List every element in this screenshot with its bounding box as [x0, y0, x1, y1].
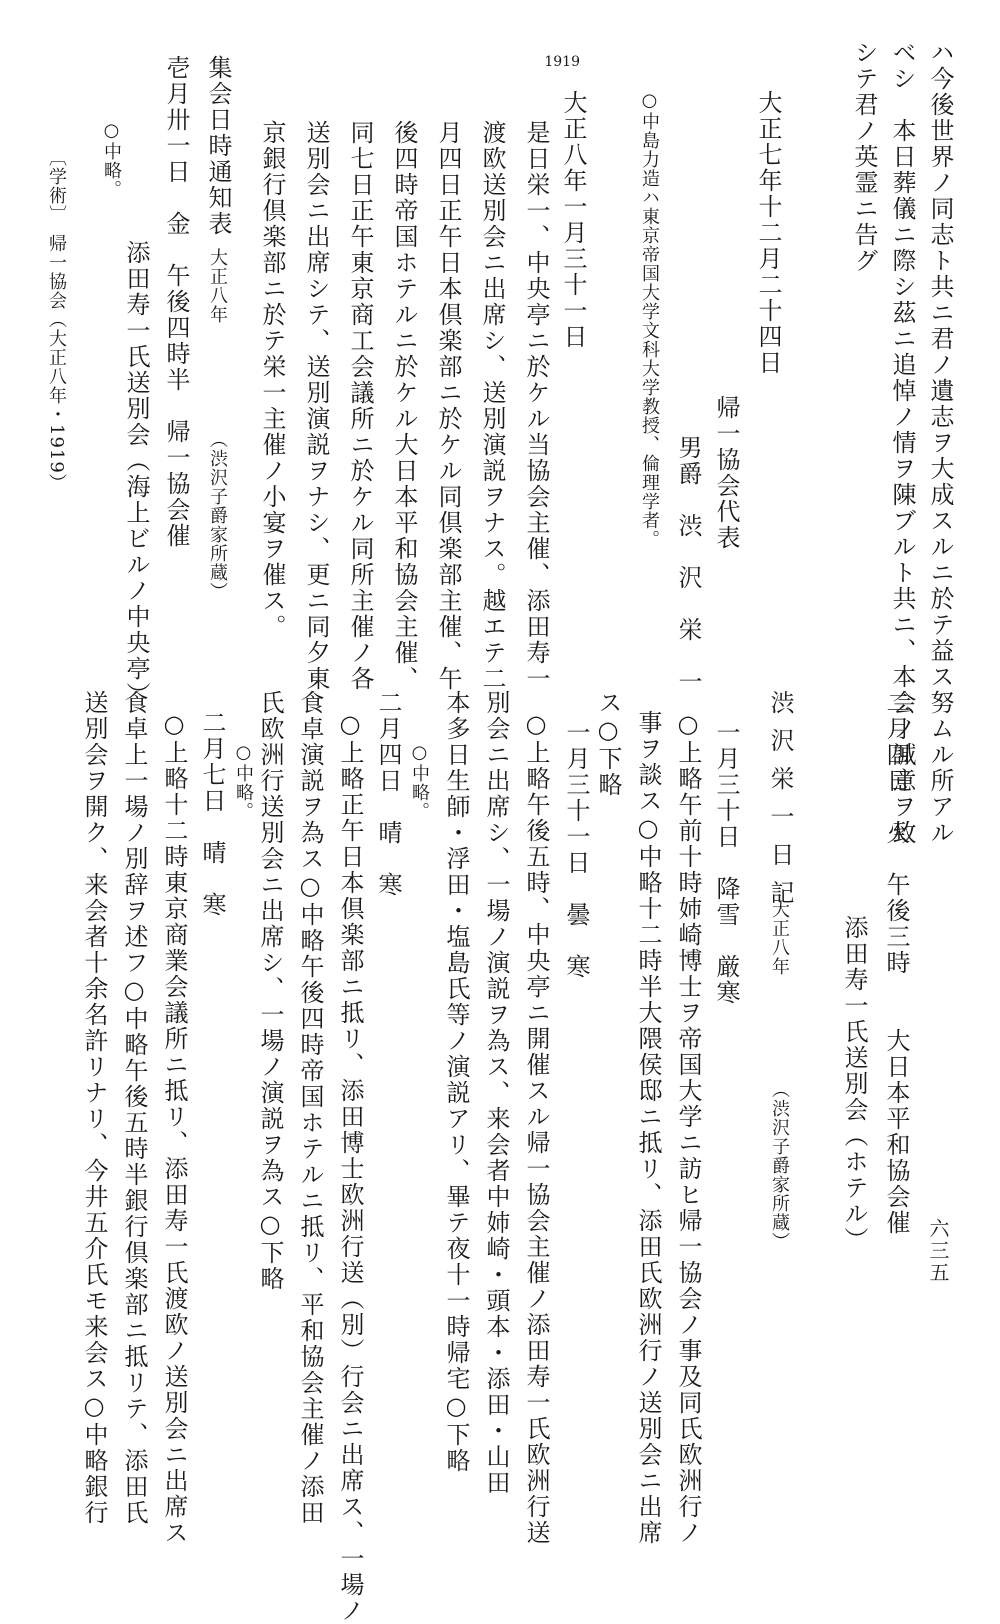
text-line: ベシ 本日葬儀ニ際シ茲ニ追悼ノ情ヲ陳ブルト共ニ、本会ノ誠意ヲ致 [888, 40, 916, 846]
diary-line: 事ヲ談ス○中略十二時半大隈侯邸ニ抵リ、添田氏欧洲行ノ送別会ニ出席 [634, 710, 662, 1546]
entry-line: 京銀行倶楽部ニ於テ栄一主催ノ小宴ヲ催ス。 [258, 120, 286, 640]
year-number: 1919 [544, 54, 580, 70]
diary-line: 氏欧洲行送別会ニ出席シ、一場ノ演説ヲ為ス○下略 [256, 690, 284, 1292]
entry-line: 是日栄一、中央亭ニ於ケル当協会主催、添田寿一 [522, 120, 550, 692]
diary-date-header: 二月七日 晴 寒 [198, 710, 226, 918]
running-header: 〔学術〕 帰一協会（大正八年・1919） [46, 148, 67, 493]
entry-line: 送別会ニ出席シテ、送別演説ヲナシ、更ニ同夕東 [302, 120, 330, 692]
diary-line: ○上略午前十時姉崎博士ヲ帝国大学ニ訪ヒ帰一協会ノ事及同氏欧洲行ノ [674, 710, 702, 1546]
notice-line: 二月四日 火 午後三時 大日本平和協会催 [882, 690, 910, 1236]
diary-date-header: 一月三十一日 曇 寒 [562, 720, 590, 980]
notice-source: （渋沢子爵家所蔵） [207, 430, 228, 601]
signature-org: 帰一協会代表 [712, 395, 740, 551]
diary-line: 送別会ヲ開ク、来会者十余名許リナリ、今井五介氏モ来会ス○中略銀行 [80, 690, 108, 1526]
notice-year: 大正八年 [207, 248, 228, 324]
entry-line: 渡欧送別会ニ出席シ、送別演説ヲナス。越エテ二 [478, 120, 506, 692]
diary-line: 別会ニ出席シ、一場ノ演説ヲ為ス、来会者中姉崎・頭本・添田・山田 [482, 690, 510, 1496]
entry-line: 同七日正午東京商工会議所ニ於ケル同所主催ノ各 [346, 120, 374, 692]
omission-mark: ○中略。 [409, 742, 430, 821]
page-number: 六三五 [926, 1218, 950, 1284]
diary-line: ○上略十二時東京商業会議所ニ抵リ、添田寿一氏渡欧ノ送別会ニ出席ス [160, 710, 188, 1546]
notice-line: 添田寿一氏送別会（海上ビルノ中央亭） [122, 240, 150, 708]
diary-year: 大正八年 [769, 900, 790, 976]
diary-line: ○上略午後五時、中央亭ニ開催スル帰一協会主催ノ添田寿一氏欧洲行送 [522, 710, 550, 1546]
diary-line: ○上略正午日本倶楽部ニ抵リ、添田博士欧洲行送（別）行会ニ出席ス、一場ノ [336, 710, 364, 1624]
entry-line: 後四時帝国ホテルニ於ケル大日本平和協会主催、 [390, 120, 418, 692]
diary-line: 食卓上一場ノ別辞ヲ述フ○中略午後五時半銀行倶楽部ニ抵リテ、添田氏 [120, 690, 148, 1526]
notice-title: 集会日時通知表 [204, 55, 232, 237]
diary-date-header: 一月三十日 降雪 厳寒 [712, 720, 740, 1006]
diary-source: （渋沢子爵家所蔵） [769, 1080, 790, 1251]
omission-mark: ○中略。 [233, 742, 254, 821]
diary-line: 本多日生師・浮田・塩島氏等ノ演説アリ、畢テ夜十一時帰宅○下略 [442, 690, 470, 1474]
entry-date: 大正八年一月三十一日 [559, 90, 587, 350]
annotation-note: ○中島力造ハ東京帝国大学文科大学教授、倫理学者。 [639, 90, 660, 549]
notice-line: 壱月卅一日 金 午後四時半 帰一協会催 [162, 55, 190, 549]
text-line: ハ今後世界ノ同志ト共ニ君ノ遺志ヲ大成スルニ於テ益ス努ムル所アル [926, 40, 954, 846]
text-line: シテ君ノ英霊ニ告グ [850, 40, 878, 274]
diary-line: ス○下略 [594, 690, 622, 798]
notice-line: 添田寿一氏送別会（ホテル） [840, 915, 868, 1253]
diary-date-header: 二月四日 晴 寒 [374, 690, 402, 898]
letter-date: 大正七年十二月二十四日 [754, 90, 782, 376]
omission-mark: ○中略。 [101, 120, 122, 199]
signature-name: 男爵 渋 沢 栄 一 [674, 435, 702, 695]
diary-title: 渋沢栄一日記 [766, 690, 794, 918]
diary-line: 食卓演説ヲ為ス○中略午後四時帝国ホテルニ抵リ、平和協会主催ノ添田 [296, 690, 324, 1526]
entry-line: 月四日正午日本倶楽部ニ於ケル同倶楽部主催、午 [434, 120, 462, 692]
